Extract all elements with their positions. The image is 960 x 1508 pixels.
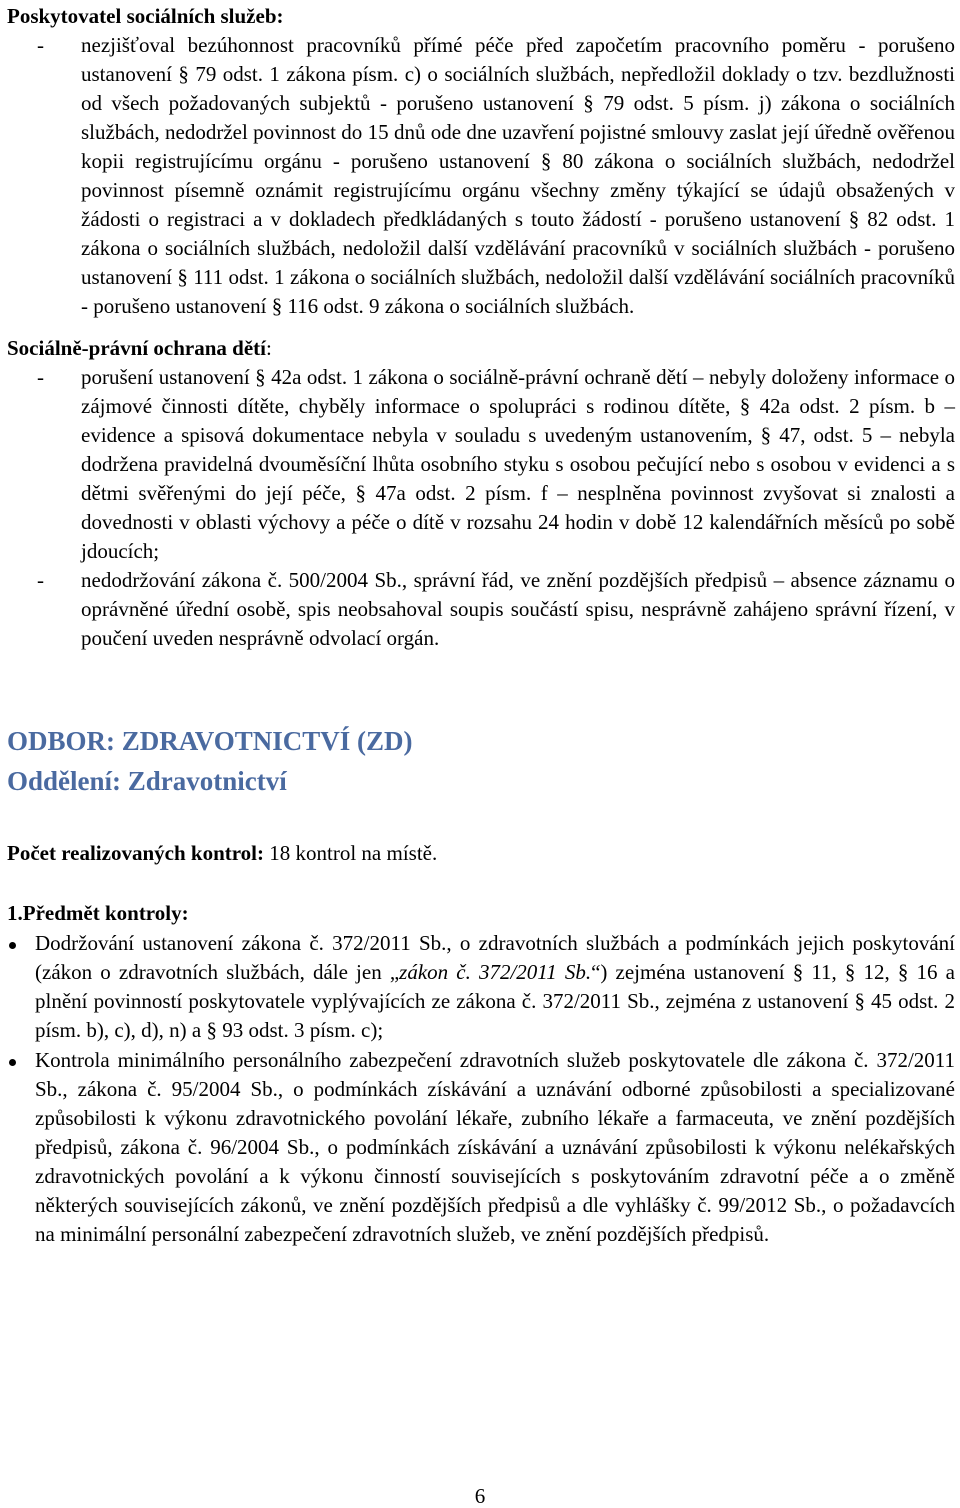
finding-text: nezjišťoval bezúhonnost pracovníků přímé péče před započetím pracovního poměru - porušeno ustanovení § 79 odst. 1 zákona písm. c) o sociálních službách, nepředložil doklady o tzv. bezdlužnosti od všech požadovaných subjektů - porušeno ustanovení § 79 odst. 5 písm. j) zákona o sociálních službách, nedodržel povinnost do 15 dnů ode dne uzavření pojistné smlouvy zaslat její úředně ověřenou kopii registrujícímu orgánu - porušeno ustanovení § 80 zákona o sociálních službách, nedodržel povinnost písemně oznámit registrujícímu orgánu všechny změny týkající se údajů obsažených v žádosti o registraci a v dokladech předkládaných s touto žádostí - porušeno ustanovení § 82 odst. 1 zákona o sociálních službách, nedoložil další vzdělávání pracovníků v sociálních službách - porušeno ustanovení § 111 odst. 1 zákona o sociálních službách, nedoložil další vzdělávání sociálních pracovníků - porušeno ustanovení § 116 odst. 9 zákona o sociálních službách. — [81, 33, 955, 318]
department-title: ODBOR: ZDRAVOTNICTVÍ (ZD) — [7, 726, 413, 756]
list-item — [7, 929, 955, 1045]
child-protection-findings-list — [7, 363, 955, 653]
subject-text-italic: zákon č. 372/2011 Sb. — [399, 960, 592, 984]
inspection-subject-heading: 1.Předmět kontroly: — [7, 901, 189, 925]
social-services-findings-list — [7, 31, 955, 321]
inspection-subject-list — [7, 929, 955, 1249]
dash-marker: - — [37, 365, 44, 389]
inspection-count — [7, 839, 955, 868]
section-heading-social-services: Poskytovatel sociálních služeb: — [7, 4, 284, 28]
document-page — [7, 0, 955, 1249]
subject-text-before: Dodržování ustanovení zákona č. 372/2011 Sb., o zdravotních službách a podmínkách jejich poskytování (zákon o zdravotních službách, dále jen „ — [35, 931, 955, 984]
bullet-icon — [9, 1059, 16, 1066]
subject-text-before: Kontrola minimálního personálního zabezpečení zdravotních služeb poskytovatele dle zákona č. 372/2011 Sb., zákona č. 95/2004 Sb., o podmínkách získávání a uznávání odborné způsobilosti a specializované způsobilosti k výkonu zdravotnického povolání lékaře, zubního lékaře a farmaceuta, ve znění pozdějších předpisů, zákona č. 96/2004 Sb., o podmínkách získávání a uznávání způsobilosti k výkonu nelékařských zdravotnických povolání a k výkonu činností souvisejících s poskytováním zdravotní péče a o změně některých souvisejících zákonů, ve znění pozdějších předpisů a dle vyhlášky č. 99/2012 Sb., o požadavcích na minimální personální zabezpečení zdravotních služeb, ve znění pozdějších předpisů. — [35, 1048, 955, 1246]
section-heading-child-protection — [7, 334, 955, 363]
inspection-count-label: Počet realizovaných kontrol: — [7, 841, 265, 865]
dash-marker: - — [37, 568, 44, 592]
finding-text: porušení ustanovení § 42a odst. 1 zákona o sociálně-právní ochraně dětí – nebyly doloženy informace o zájmové činnosti dítěte, chyběly informace o spolupráci s rodinou dítěte, § 42a odst. 2 písm. b – evidence a spisová dokumentace nebyla v souladu s uvedeným ustanovením, § 47, odst. 5 – nebyla dodržena pravidelná dvouměsíční lhůta osobního styku s osobou pečující nebo s osobou v evidenci a s dětmi svěřenými do její péče, § 47a odst. 2 písm. f – nesplněna povinnost zvyšovat si znalosti a dovednosti v oblasti výchovy a péče o dítě v rozsahu 24 hodin v době 12 kalendářních měsíců po sobě jdoucích; — [81, 365, 955, 563]
subject-text-after: “) zejména ustanovení § 11, § 12, § 16 a plnění povinností poskytovatele vyplývajících ze zákona č. 372/2011 Sb., zejména z ustanovení § 45 odst. 2 písm. b), c), d), n) a § 93 odst. 3 písm. c); — [35, 960, 955, 1042]
bullet-icon — [9, 942, 16, 949]
list-item — [7, 566, 955, 653]
page-number: 6 — [474, 1484, 486, 1508]
inspection-count-value: 18 kontrol na místě. — [264, 841, 438, 865]
section-heading-label: Sociálně-právní ochrana dětí — [7, 336, 267, 360]
list-item — [7, 1046, 955, 1249]
list-item — [7, 31, 955, 321]
dash-marker: - — [37, 33, 44, 57]
section-heading-colon: : — [266, 336, 272, 360]
division-title: Oddělení: Zdravotnictví — [7, 766, 287, 796]
list-item — [7, 363, 955, 566]
finding-text: nedodržování zákona č. 500/2004 Sb., správní řád, ve znění pozdějších předpisů – absence záznamu o oprávněné úřední osobě, spis neobsahoval soupis součástí spisu, nesprávně zahájeno správní řízení, v poučení uveden nesprávně odvolací orgán. — [81, 568, 955, 650]
